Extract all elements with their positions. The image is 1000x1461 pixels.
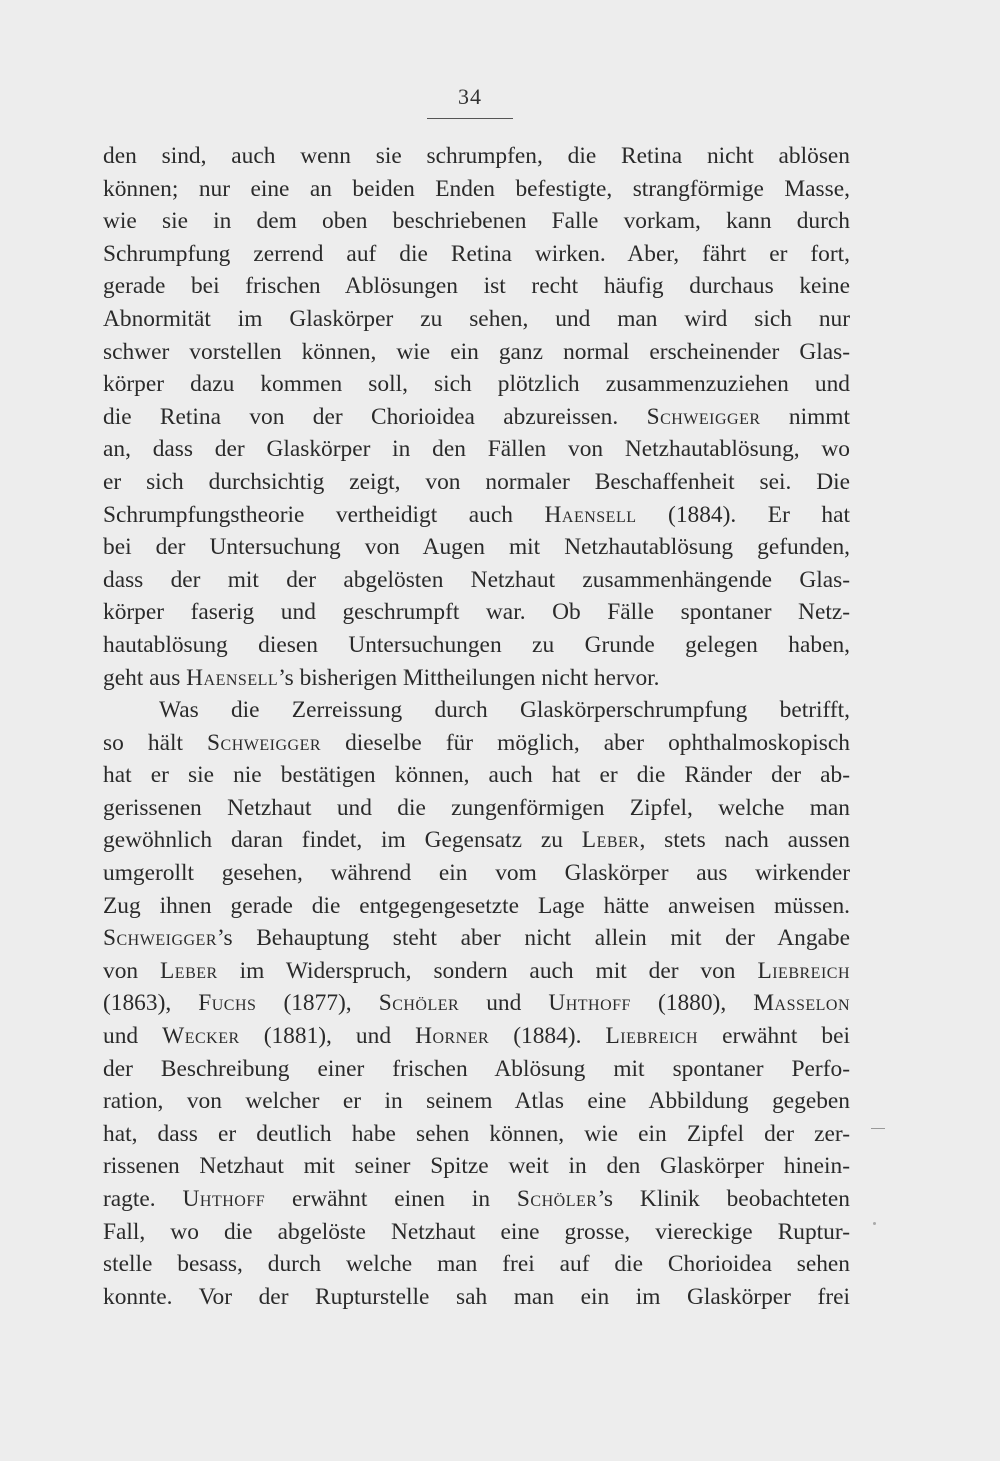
text-run: dass der mit der abgelösten Netzhaut zusammenhängende Glas- xyxy=(103,566,850,593)
text-line xyxy=(103,1053,850,1086)
text-line xyxy=(103,1281,850,1314)
author-name: Leber xyxy=(160,957,218,984)
text-run: und xyxy=(459,990,549,1017)
text-run: von xyxy=(103,957,161,984)
text-line xyxy=(103,205,850,238)
text-run: gewöhnlich daran findet, im Gegensatz zu xyxy=(103,827,582,854)
text-line xyxy=(103,1085,850,1118)
text-run: Was die Zerreissung durch Glaskörperschrumpfung betrifft, xyxy=(159,697,850,724)
author-name: Liebreich xyxy=(605,1023,699,1050)
text-run: (1881), und xyxy=(239,1023,416,1050)
text-line xyxy=(103,890,850,923)
text-line xyxy=(103,1216,850,1249)
text-run: hat, dass er deutlich habe sehen können, wie ein Zipfel der zer- xyxy=(103,1120,850,1147)
text-run: (1884). xyxy=(489,1023,606,1050)
text-run: gerissenen Netzhaut und die zungenförmigen Zipfel, welche man xyxy=(103,794,850,821)
text-run: erwähnt einen in xyxy=(265,1186,517,1212)
text-line xyxy=(103,1020,850,1053)
text-line xyxy=(103,922,850,955)
author-name: Leber xyxy=(581,827,640,854)
text-run: und xyxy=(103,1023,163,1050)
text-run: körper dazu kommen soll, sich plötzlich zusammenzuziehen und xyxy=(103,371,850,398)
author-name: Wecker xyxy=(162,1023,240,1050)
text-run: Fall, wo die abgelöste Netzhaut eine grosse, viereckige Ruptur- xyxy=(103,1218,850,1245)
text-line xyxy=(103,1248,850,1281)
text-run: können; nur eine an beiden Enden befestigte, strangförmige Masse, xyxy=(103,175,850,202)
text-line xyxy=(103,694,850,727)
author-name: Uhthoff xyxy=(548,990,631,1017)
text-line xyxy=(103,987,850,1020)
author-name: Fuchs xyxy=(198,990,257,1017)
text-run: an, dass der Glaskörper in den Fällen von Netzhautablösung, wo xyxy=(103,436,850,463)
text-line xyxy=(103,824,850,857)
text-run: erwähnt bei xyxy=(698,1023,850,1050)
text-run: bei der Untersuchung von Augen mit Netzhautablösung gefunden, xyxy=(103,534,850,561)
text-run: der Beschreibung einer frischen Ablösung mit spontaner Perfo- xyxy=(103,1055,850,1082)
text-run: er sich durchsichtig zeigt, von normaler Beschaffenheit sei. Die xyxy=(103,468,850,495)
author-name: Schweigger xyxy=(646,403,761,430)
text-run: hautablösung diesen Untersuchungen zu Grunde gelegen haben, xyxy=(103,631,850,658)
text-run: konnte. Vor der Rupturstelle sah man ein im Glaskörper frei xyxy=(103,1283,850,1310)
text-run: (1877), xyxy=(256,990,379,1017)
text-line xyxy=(103,759,850,792)
text-run: wie sie in dem oben beschriebenen Falle vorkam, kann durch xyxy=(103,208,850,235)
text-run: ’s Behauptung steht aber nicht allein mit der Angabe xyxy=(217,925,850,952)
text-line xyxy=(103,1183,850,1216)
margin-mark xyxy=(871,1128,885,1129)
text-run: (1863), xyxy=(103,990,199,1017)
text-run: Abnormität im Glaskörper zu sehen, und man wird sich nur xyxy=(103,305,850,332)
text-line xyxy=(103,466,850,499)
text-run: im Widerspruch, sondern auch mit der von xyxy=(217,957,758,984)
text-run: körper faserig und geschrumpft war. Ob Fälle spontaner Netz- xyxy=(103,599,850,626)
text-line xyxy=(103,857,850,890)
text-line xyxy=(103,955,850,988)
text-line xyxy=(103,531,850,564)
author-name: Liebreich xyxy=(757,957,850,984)
text-run: ’s bisherigen Mittheilungen nicht hervor. xyxy=(278,664,660,691)
text-line xyxy=(103,368,850,401)
text-line xyxy=(103,433,850,466)
text-run: dieselbe für möglich, aber ophthalmoskopisch xyxy=(321,729,850,756)
text-run: stelle besass, durch welche man frei auf die Chorioidea sehen xyxy=(103,1251,850,1278)
text-run: hat er sie nie bestätigen können, auch hat er die Ränder der ab- xyxy=(103,762,850,789)
text-run: Schrumpfung zerrend auf die Retina wirken. Aber, fährt er fort, xyxy=(103,240,850,267)
text-run: so hält xyxy=(103,729,208,756)
body-text xyxy=(103,140,850,1313)
text-line xyxy=(103,140,850,173)
text-run: nimmt xyxy=(760,403,850,430)
text-line xyxy=(103,792,850,825)
text-line xyxy=(103,596,850,629)
text-run: (1880), xyxy=(630,990,754,1017)
text-run: umgerollt gesehen, während ein vom Glaskörper aus wirkender xyxy=(103,860,850,887)
text-line xyxy=(103,662,850,695)
text-line xyxy=(103,270,850,303)
text-run: , stets nach aussen xyxy=(639,827,850,854)
text-run: geht aus xyxy=(103,664,187,691)
text-line xyxy=(103,564,850,597)
text-run: die Retina von der Chorioidea abzureissen. xyxy=(103,403,647,430)
author-name: Schweigger xyxy=(103,925,217,952)
page-number-rule xyxy=(427,118,513,119)
author-name: Masselon xyxy=(753,990,850,1017)
text-line xyxy=(103,173,850,206)
text-run: gerade bei frischen Ablösungen ist recht häufig durchaus keine xyxy=(103,273,850,300)
text-line xyxy=(103,727,850,760)
author-name: Schöler xyxy=(516,1186,598,1212)
text-line xyxy=(103,629,850,662)
text-line xyxy=(103,499,850,532)
text-line xyxy=(103,303,850,336)
text-run: ’s Klinik beobachteten xyxy=(597,1186,850,1212)
text-line xyxy=(103,1118,850,1151)
text-line xyxy=(103,336,850,369)
author-name: Haensell xyxy=(186,664,279,691)
author-name: Uhthoff xyxy=(182,1186,266,1212)
author-name: Horner xyxy=(415,1023,490,1050)
author-name: Haensell xyxy=(544,501,637,528)
text-run: ragte. xyxy=(103,1186,183,1212)
text-line xyxy=(103,238,850,271)
text-run: Zug ihnen gerade die entgegengesetzte Lage hätte anweisen müssen. xyxy=(103,892,850,919)
text-run: schwer vorstellen können, wie ein ganz normal erscheinender Glas- xyxy=(103,338,850,365)
text-run: rissenen Netzhaut mit seiner Spitze weit in den Glaskörper hinein- xyxy=(103,1153,850,1180)
author-name: Schweigger xyxy=(207,729,322,756)
text-line xyxy=(103,401,850,434)
text-line xyxy=(103,1150,850,1183)
margin-dot xyxy=(873,1222,876,1225)
text-run: ration, von welcher er in seinem Atlas eine Abbildung gegeben xyxy=(103,1088,850,1115)
text-run: (1884). Er hat xyxy=(636,501,850,528)
text-run: den sind, auch wenn sie schrumpfen, die Retina nicht ablösen xyxy=(103,143,850,169)
text-run: Schrumpfungstheorie vertheidigt auch xyxy=(103,501,545,528)
page-number: 34 xyxy=(458,84,482,109)
author-name: Schöler xyxy=(378,990,460,1017)
